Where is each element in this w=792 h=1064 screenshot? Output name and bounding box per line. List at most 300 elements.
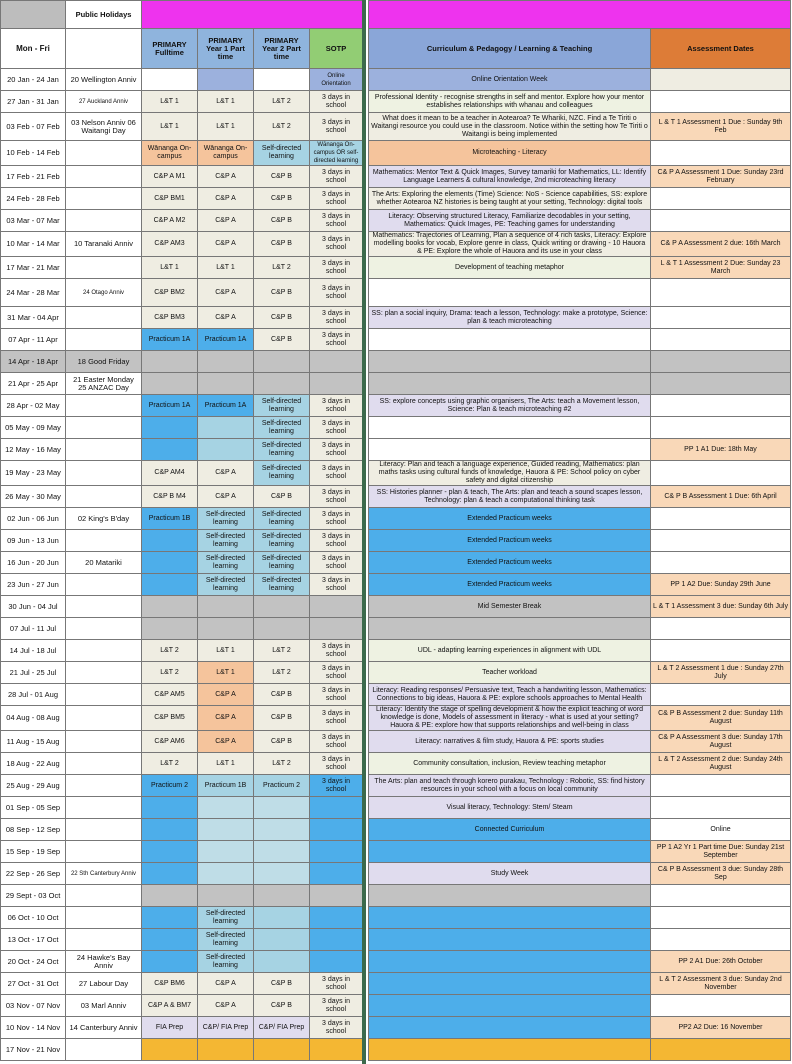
week-date-cell: 03 Nov - 07 Nov <box>1 995 66 1017</box>
assessment-cell: L & T 1 Assessment 3 due: Sunday 6th July <box>651 596 791 618</box>
curriculum-cell: SS: plan a social inquiry, Drama: teach a lesson, Technology: make a prototype, Science: plan & teach microteaching <box>369 307 651 329</box>
holiday-cell: 24 Otago Anniv <box>66 279 142 307</box>
primary-year2-cell: Self-directed learning <box>254 395 310 417</box>
week-date-cell: 24 Feb - 28 Feb <box>1 188 66 210</box>
primary-fulltime-cell: C&P B M4 <box>142 486 198 508</box>
sotp-cell: 3 days in school <box>310 731 363 753</box>
primary-year2-cell: C&P B <box>254 188 310 210</box>
week-date-cell: 08 Sep - 12 Sep <box>1 819 66 841</box>
header-row <box>1 29 791 69</box>
curriculum-cell: Microteaching - Literacy <box>369 141 651 166</box>
primary-year1-cell <box>198 351 254 373</box>
assessment-cell <box>651 351 791 373</box>
primary-fulltime-cell: Practicum 1B <box>142 508 198 530</box>
primary-year1-cell: C&P A <box>198 731 254 753</box>
week-date-cell: 26 May - 30 May <box>1 486 66 508</box>
assessment-cell <box>651 684 791 706</box>
assessment-cell <box>651 395 791 417</box>
primary-year2-cell: C&P B <box>254 995 310 1017</box>
week-row <box>1 775 791 797</box>
week-row <box>1 113 791 141</box>
week-row <box>1 188 791 210</box>
primary-year2-cell: C&P/ FIA Prep <box>254 1017 310 1039</box>
primary-fulltime-cell: C&P BM1 <box>142 188 198 210</box>
primary-year1-cell: C&P A <box>198 486 254 508</box>
week-date-cell: 17 Mar - 21 Mar <box>1 257 66 279</box>
primary-fulltime-cell: C&P AM6 <box>142 731 198 753</box>
primary-year1-cell: Self-directed learning <box>198 574 254 596</box>
holiday-cell <box>66 530 142 552</box>
sotp-cell <box>310 596 363 618</box>
primary-fulltime-cell: C&P BM6 <box>142 973 198 995</box>
week-row <box>1 753 791 775</box>
curriculum-cell <box>369 373 651 395</box>
holiday-cell <box>66 618 142 640</box>
primary-year1-cell: C&P A <box>198 279 254 307</box>
curriculum-cell <box>369 439 651 461</box>
week-date-cell: 18 Aug - 22 Aug <box>1 753 66 775</box>
curriculum-cell <box>369 1039 651 1061</box>
week-row <box>1 552 791 574</box>
primary-fulltime-cell: Practicum 1A <box>142 395 198 417</box>
week-date-cell: 22 Sep - 26 Sep <box>1 863 66 885</box>
primary-year1-cell <box>198 885 254 907</box>
holiday-cell: 02 King's B'day <box>66 508 142 530</box>
week-row <box>1 257 791 279</box>
primary-year1-cell: L&T 1 <box>198 753 254 775</box>
primary-year2-cell <box>254 797 310 819</box>
sotp-cell: 3 days in school <box>310 210 363 232</box>
assessment-cell <box>651 69 791 91</box>
assessment-cell: PP2 A2 Due: 16 November <box>651 1017 791 1039</box>
primary-fulltime-cell: L&T 1 <box>142 257 198 279</box>
week-row <box>1 307 791 329</box>
holiday-cell <box>66 596 142 618</box>
primary-year2-cell <box>254 841 310 863</box>
week-date-cell: 01 Sep - 05 Sep <box>1 797 66 819</box>
primary-year2-cell: L&T 2 <box>254 753 310 775</box>
week-date-cell: 27 Oct - 31 Oct <box>1 973 66 995</box>
primary-fulltime-cell: C&P AM3 <box>142 232 198 257</box>
week-row <box>1 486 791 508</box>
holiday-cell <box>66 461 142 486</box>
primary-fulltime-cell <box>142 863 198 885</box>
holiday-cell <box>66 257 142 279</box>
holiday-cell <box>66 439 142 461</box>
curriculum-cell: Extended Practicum weeks <box>369 508 651 530</box>
week-row <box>1 797 791 819</box>
primary-fulltime-cell: C&P BM3 <box>142 307 198 329</box>
primary-year1-cell: L&T 1 <box>198 257 254 279</box>
primary-year1-cell: C&P A <box>198 307 254 329</box>
primary-year1-cell: C&P A <box>198 232 254 257</box>
primary-fulltime-cell <box>142 618 198 640</box>
week-row <box>1 841 791 863</box>
sotp-header: SOTP <box>310 29 363 69</box>
primary-year2-cell: Self-directed learning <box>254 461 310 486</box>
week-row <box>1 907 791 929</box>
holiday-cell <box>66 417 142 439</box>
week-row <box>1 210 791 232</box>
primary-fulltime-cell: L&T 2 <box>142 662 198 684</box>
primary-fulltime-cell <box>142 885 198 907</box>
primary-fulltime-cell: L&T 1 <box>142 113 198 141</box>
holiday-cell <box>66 210 142 232</box>
primary-fulltime-cell <box>142 574 198 596</box>
assessment-cell: PP 1 A2 Yr 1 Part time Due: Sunday 21st September <box>651 841 791 863</box>
holiday-cell <box>66 841 142 863</box>
assessment-cell: L & T 1 Assessment 2 Due: Sunday 23 March <box>651 257 791 279</box>
primary-fulltime-cell: Wānanga On-campus <box>142 141 198 166</box>
primary-fulltime-cell <box>142 552 198 574</box>
primary-fulltime-cell <box>142 929 198 951</box>
week-date-cell: 07 Jul - 11 Jul <box>1 618 66 640</box>
week-date-cell: 14 Apr - 18 Apr <box>1 351 66 373</box>
assessment-cell <box>651 417 791 439</box>
primary-fulltime-cell <box>142 439 198 461</box>
holiday-cell <box>66 395 142 417</box>
curriculum-cell <box>369 279 651 307</box>
assessment-cell: L & T 2 Assessment 1 due : Sunday 27th July <box>651 662 791 684</box>
primary-year2-cell: Self-directed learning <box>254 417 310 439</box>
primary-year1-cell <box>198 69 254 91</box>
assessment-cell: C& P A Assessment 2 due: 16th March <box>651 232 791 257</box>
week-row <box>1 731 791 753</box>
primary-fulltime-cell <box>142 530 198 552</box>
holiday-cell <box>66 753 142 775</box>
sotp-cell: 3 days in school <box>310 753 363 775</box>
primary-year1-cell <box>198 373 254 395</box>
primary-year1-cell: Self-directed learning <box>198 508 254 530</box>
primary-year1-cell: L&T 1 <box>198 113 254 141</box>
primary-year1-cell <box>198 841 254 863</box>
sotp-cell: 3 days in school <box>310 91 363 113</box>
primary-year2-cell: Practicum 2 <box>254 775 310 797</box>
primary-fulltime-cell <box>142 417 198 439</box>
holiday-cell <box>66 706 142 731</box>
holiday-cell: 22 Sth Canterbury Anniv <box>66 863 142 885</box>
sotp-cell <box>310 373 363 395</box>
curriculum-cell: Literacy: Plan and teach a language experience, Guided reading, Mathematics: plan maths tasks using cultural funds of knowledge, Hauora & PE: School policy on cyber safety and digital citizenship <box>369 461 651 486</box>
primary-year1-cell: Self-directed learning <box>198 530 254 552</box>
sotp-cell: 3 days in school <box>310 640 363 662</box>
week-date-cell: 20 Jan - 24 Jan <box>1 69 66 91</box>
primary-year2-cell: C&P B <box>254 329 310 351</box>
sotp-cell: 3 days in school <box>310 1017 363 1039</box>
week-row <box>1 618 791 640</box>
week-date-cell: 11 Aug - 15 Aug <box>1 731 66 753</box>
primary-fulltime-cell <box>142 907 198 929</box>
assessment-cell <box>651 210 791 232</box>
primary-year1-cell: C&P A <box>198 210 254 232</box>
holiday-cell: 10 Taranaki Anniv <box>66 232 142 257</box>
primary-year2-cell: C&P B <box>254 166 310 188</box>
primary-year1-cell: C&P A <box>198 461 254 486</box>
primary-year1-header: PRIMARY Year 1 Part time <box>198 29 254 69</box>
primary-year1-cell: Self-directed learning <box>198 929 254 951</box>
assessment-cell: PP 2 A1 Due: 26th October <box>651 951 791 973</box>
sotp-cell: 3 days in school <box>310 995 363 1017</box>
assessment-cell <box>651 279 791 307</box>
assessment-cell <box>651 907 791 929</box>
assessment-cell <box>651 640 791 662</box>
primary-year1-cell <box>198 863 254 885</box>
sotp-cell: 3 days in school <box>310 461 363 486</box>
assessment-cell: L & T 2 Assessment 2 due: Sunday 24th August <box>651 753 791 775</box>
primary-year2-cell: C&P B <box>254 486 310 508</box>
primary-year2-cell: Self-directed learning <box>254 574 310 596</box>
magenta-banner-left <box>142 1 363 29</box>
sotp-cell <box>310 951 363 973</box>
primary-year2-cell: Self-directed learning <box>254 552 310 574</box>
primary-fulltime-cell: Practicum 1A <box>142 329 198 351</box>
assessment-cell <box>651 373 791 395</box>
week-date-cell: 10 Feb - 14 Feb <box>1 141 66 166</box>
curriculum-cell: Development of teaching metaphor <box>369 257 651 279</box>
curriculum-cell: Extended Practicum weeks <box>369 574 651 596</box>
week-row <box>1 508 791 530</box>
week-row <box>1 596 791 618</box>
primary-fulltime-cell: L&T 2 <box>142 640 198 662</box>
week-date-cell: 10 Mar - 14 Mar <box>1 232 66 257</box>
week-row <box>1 530 791 552</box>
sotp-cell: 3 days in school <box>310 973 363 995</box>
assessment-cell: C& P B Assessment 1 Due: 6th April <box>651 486 791 508</box>
curriculum-cell <box>369 841 651 863</box>
curriculum-cell: Mathematics: Mentor Text & Quick Images, Survey tamariki for Mathematics, LL: Identify Language Learners & cultural knowledge, 2nd microteaching literacy <box>369 166 651 188</box>
week-date-cell: 21 Jul - 25 Jul <box>1 662 66 684</box>
holiday-cell: 03 Marl Anniv <box>66 995 142 1017</box>
curriculum-cell <box>369 907 651 929</box>
week-date-cell: 16 Jun - 20 Jun <box>1 552 66 574</box>
curriculum-cell <box>369 351 651 373</box>
assessment-cell: Online <box>651 819 791 841</box>
primary-year1-cell: C&P A <box>198 166 254 188</box>
week-date-cell: 20 Oct - 24 Oct <box>1 951 66 973</box>
primary-year2-cell: C&P B <box>254 307 310 329</box>
curriculum-cell: SS: explore concepts using graphic organisers, The Arts: teach a Movement lesson, Science: Plan & teach microteaching #2 <box>369 395 651 417</box>
holiday-cell: 18 Good Friday <box>66 351 142 373</box>
magenta-banner-right <box>369 1 791 29</box>
week-row <box>1 885 791 907</box>
week-date-cell: 28 Apr - 02 May <box>1 395 66 417</box>
curriculum-cell: Literacy: Reading responses/ Persuasive text, Teach a handwriting lesson, Mathematics: Connections to big ideas, Hauora & PE: explore schools approaches to Mental Health <box>369 684 651 706</box>
primary-fulltime-cell: FIA Prep <box>142 1017 198 1039</box>
primary-year2-cell: C&P B <box>254 232 310 257</box>
primary-year2-cell <box>254 596 310 618</box>
week-date-cell: 28 Jul - 01 Aug <box>1 684 66 706</box>
assessment-cell <box>651 188 791 210</box>
week-date-cell: 04 Aug - 08 Aug <box>1 706 66 731</box>
primary-year1-cell <box>198 596 254 618</box>
holiday-cell <box>66 574 142 596</box>
curriculum-cell: Extended Practicum weeks <box>369 530 651 552</box>
curriculum-cell <box>369 329 651 351</box>
week-date-cell: 27 Jan - 31 Jan <box>1 91 66 113</box>
primary-year2-cell <box>254 69 310 91</box>
week-row <box>1 166 791 188</box>
primary-year1-cell: C&P A <box>198 973 254 995</box>
sotp-cell <box>310 929 363 951</box>
holiday-cell <box>66 775 142 797</box>
assessment-cell: C& P A Assessment 1 Due: Sunday 23rd February <box>651 166 791 188</box>
public-holidays-header: Public Holidays <box>66 1 142 29</box>
sotp-cell <box>310 841 363 863</box>
assessment-cell <box>651 307 791 329</box>
primary-year1-cell: C&P A <box>198 684 254 706</box>
week-row <box>1 640 791 662</box>
sotp-cell: 3 days in school <box>310 257 363 279</box>
column-divider <box>362 0 366 1064</box>
assessment-cell: L & T 2 Assessment 3 due: Sunday 2nd November <box>651 973 791 995</box>
primary-fulltime-cell: L&T 1 <box>142 91 198 113</box>
week-date-cell: 05 May - 09 May <box>1 417 66 439</box>
primary-year1-cell <box>198 417 254 439</box>
week-date-cell: 23 Jun - 27 Jun <box>1 574 66 596</box>
primary-year1-cell: Self-directed learning <box>198 907 254 929</box>
assessment-cell <box>651 797 791 819</box>
week-row <box>1 279 791 307</box>
curriculum-cell: Study Week <box>369 863 651 885</box>
assessment-cell <box>651 1039 791 1061</box>
week-row <box>1 973 791 995</box>
week-row <box>1 417 791 439</box>
holiday-cell <box>66 307 142 329</box>
holiday-cell: 14 Canterbury Anniv <box>66 1017 142 1039</box>
holiday-cell <box>66 684 142 706</box>
primary-year2-cell: Self-directed learning <box>254 530 310 552</box>
assessment-cell <box>651 618 791 640</box>
week-row <box>1 373 791 395</box>
holiday-cell: 27 Labour Day <box>66 973 142 995</box>
holiday-cell <box>66 1039 142 1061</box>
curriculum-cell: Visual literacy, Technology: Stem/ Steam <box>369 797 651 819</box>
holiday-header-blank <box>66 29 142 69</box>
primary-year1-cell <box>198 797 254 819</box>
holiday-cell <box>66 731 142 753</box>
week-date-cell: 17 Nov - 21 Nov <box>1 1039 66 1061</box>
holiday-cell <box>66 166 142 188</box>
primary-year2-cell <box>254 863 310 885</box>
primary-fulltime-cell: C&P A M2 <box>142 210 198 232</box>
curriculum-header: Curriculum & Pedagogy / Learning & Teaching <box>369 29 651 69</box>
holiday-cell: 27 Auckland Anniv <box>66 91 142 113</box>
primary-fulltime-cell: C&P AM5 <box>142 684 198 706</box>
week-date-cell: 15 Sep - 19 Sep <box>1 841 66 863</box>
curriculum-cell <box>369 929 651 951</box>
assessment-cell: C& P A Assessment 3 due: Sunday 17th August <box>651 731 791 753</box>
primary-year1-cell <box>198 1039 254 1061</box>
sotp-cell <box>310 351 363 373</box>
week-row <box>1 69 791 91</box>
primary-fulltime-cell <box>142 596 198 618</box>
week-date-cell: 21 Apr - 25 Apr <box>1 373 66 395</box>
sotp-cell: 3 days in school <box>310 662 363 684</box>
primary-fulltime-cell <box>142 951 198 973</box>
sotp-cell <box>310 907 363 929</box>
primary-year1-cell: Wānanga On-campus <box>198 141 254 166</box>
sotp-cell: 3 days in school <box>310 574 363 596</box>
week-row <box>1 351 791 373</box>
sotp-cell: 3 days in school <box>310 329 363 351</box>
assessment-cell: C& P B Assessment 3 due: Sunday 28th Sep <box>651 863 791 885</box>
week-row <box>1 684 791 706</box>
primary-year2-cell: C&P B <box>254 731 310 753</box>
primary-year1-cell: L&T 1 <box>198 91 254 113</box>
holiday-cell <box>66 797 142 819</box>
assessment-cell: PP 1 A2 Due: Sunday 29th June <box>651 574 791 596</box>
primary-year1-cell: C&P A <box>198 995 254 1017</box>
week-row <box>1 574 791 596</box>
primary-year2-cell <box>254 351 310 373</box>
primary-year2-cell <box>254 885 310 907</box>
primary-year1-cell: C&P/ FIA Prep <box>198 1017 254 1039</box>
assessment-cell: L & T 1 Assessment 1 Due : Sunday 9th Feb <box>651 113 791 141</box>
week-row <box>1 863 791 885</box>
holiday-cell <box>66 662 142 684</box>
curriculum-cell: Literacy: Observing structured Literacy, Familiarize decodables in your setting, Mathematics: Quick Images, PE: Teaching games for understanding <box>369 210 651 232</box>
sotp-cell <box>310 797 363 819</box>
primary-year2-cell: Self-directed learning <box>254 439 310 461</box>
week-date-cell: 06 Oct - 10 Oct <box>1 907 66 929</box>
curriculum-cell: Literacy: narratives & film study, Hauora & PE: sports studies <box>369 731 651 753</box>
primary-year2-cell <box>254 1039 310 1061</box>
week-date-cell: 07 Apr - 11 Apr <box>1 329 66 351</box>
primary-fulltime-cell: C&P BM2 <box>142 279 198 307</box>
primary-year2-cell: L&T 2 <box>254 257 310 279</box>
holiday-cell <box>66 907 142 929</box>
holiday-cell: 20 Wellington Anniv <box>66 69 142 91</box>
primary-year2-cell <box>254 929 310 951</box>
primary-fulltime-cell <box>142 1039 198 1061</box>
primary-year2-cell: L&T 2 <box>254 662 310 684</box>
curriculum-cell: Literacy: Identify the stage of spelling development & how the explicit teaching of word knowledge is done, Models of assessment in literacy - what is used at your setting? Hauora & PE: explore how that supports relationships and well-being in class <box>369 706 651 731</box>
primary-year1-cell: Practicum 1A <box>198 395 254 417</box>
primary-year2-cell: C&P B <box>254 279 310 307</box>
assessment-cell <box>651 508 791 530</box>
assessment-cell: C& P B Assessment 2 due: Sunday 11th August <box>651 706 791 731</box>
primary-year2-cell: C&P B <box>254 210 310 232</box>
primary-year1-cell: L&T 1 <box>198 640 254 662</box>
primary-year2-cell: C&P B <box>254 706 310 731</box>
corner-cell <box>1 1 66 29</box>
sotp-cell: 3 days in school <box>310 775 363 797</box>
week-row <box>1 329 791 351</box>
primary-fulltime-cell <box>142 819 198 841</box>
week-row <box>1 1039 791 1061</box>
assessment-cell <box>651 530 791 552</box>
sotp-cell: Wānanga On-campus OR self-directed learning <box>310 141 363 166</box>
assessment-cell <box>651 461 791 486</box>
primary-fulltime-cell: C&P BM5 <box>142 706 198 731</box>
assessment-cell <box>651 929 791 951</box>
primary-year2-cell <box>254 907 310 929</box>
assessment-cell <box>651 885 791 907</box>
sotp-cell: 3 days in school <box>310 417 363 439</box>
week-row <box>1 951 791 973</box>
curriculum-cell: Online Orientation Week <box>369 69 651 91</box>
curriculum-cell: Community consultation, inclusion, Review teaching metaphor <box>369 753 651 775</box>
primary-year2-cell <box>254 618 310 640</box>
week-row <box>1 439 791 461</box>
holiday-cell: 03 Nelson Anniv 06 Waitangi Day <box>66 113 142 141</box>
curriculum-cell <box>369 885 651 907</box>
primary-year2-cell: Self-directed learning <box>254 141 310 166</box>
week-date-cell: 03 Mar - 07 Mar <box>1 210 66 232</box>
week-date-cell: 17 Feb - 21 Feb <box>1 166 66 188</box>
primary-year1-cell: Practicum 1A <box>198 329 254 351</box>
week-date-cell: 30 Jun - 04 Jul <box>1 596 66 618</box>
